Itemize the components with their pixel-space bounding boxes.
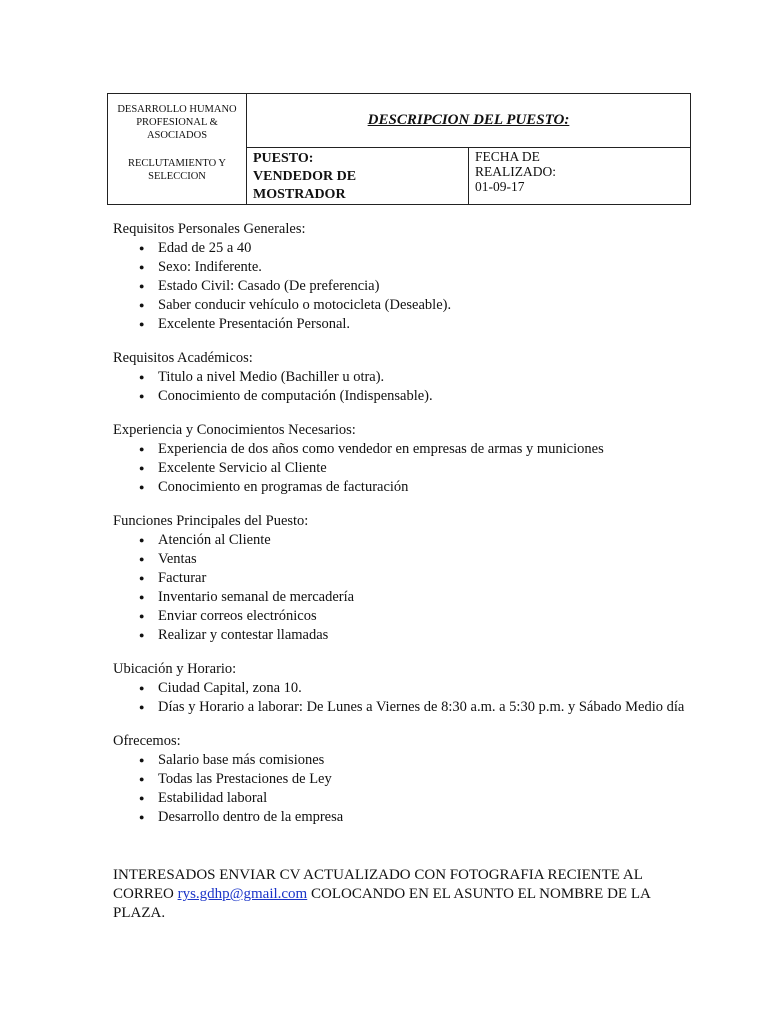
fecha-label: FECHA DE REALIZADO: [475, 149, 556, 179]
bullet-list [113, 751, 713, 827]
list-item [113, 588, 713, 607]
list-item-text: Edad de 25 a 40 [158, 240, 252, 256]
list-item [113, 679, 713, 698]
document-title: DESCRIPCION DEL PUESTO: [247, 94, 691, 148]
list-item-text: Ciudad Capital, zona 10. [158, 680, 302, 696]
bullet-icon: ● [139, 300, 145, 310]
bullet-icon: ● [139, 243, 145, 253]
list-item [113, 258, 713, 277]
list-item-text: Desarrollo dentro de la empresa [158, 809, 344, 825]
list-item [113, 459, 713, 478]
bullet-list [113, 440, 713, 497]
list-item-text: Saber conducir vehículo o motocicleta (Deseable). [158, 297, 452, 313]
puesto-label: PUESTO: [253, 151, 314, 166]
bullet-icon: ● [139, 611, 145, 621]
list-item-text: Salario base más comisiones [158, 752, 325, 768]
org-cell [108, 94, 247, 205]
list-item [113, 531, 713, 550]
section [113, 732, 713, 827]
bullet-icon: ● [139, 592, 145, 602]
bullet-list [113, 368, 713, 406]
bullet-icon: ● [139, 482, 145, 492]
bullet-icon: ● [139, 793, 145, 803]
list-item [113, 626, 713, 645]
section [113, 220, 713, 334]
list-item [113, 440, 713, 459]
list-item-text: Titulo a nivel Medio (Bachiller u otra). [158, 369, 385, 385]
section-title: Ubicación y Horario: [113, 661, 237, 677]
list-item [113, 277, 713, 296]
application-instructions [113, 866, 673, 923]
bullet-icon: ● [139, 630, 145, 640]
list-item-text: Inventario semanal de mercadería [158, 589, 355, 605]
footer-text-before: INTERESADOS ENVIAR CV ACTUALIZADO CON FOTOGRAFIA RECIENTE AL CORREO [113, 867, 643, 902]
bullet-icon: ● [139, 391, 145, 401]
puesto-cell [247, 148, 469, 205]
header-table [107, 93, 691, 205]
puesto-value: VENDEDOR DE MOSTRADOR [253, 169, 357, 202]
list-item-text: Sexo: Indiferente. [158, 259, 262, 275]
bullet-icon: ● [139, 755, 145, 765]
document-body [113, 220, 713, 842]
bullet-icon: ● [139, 281, 145, 291]
list-item-text: Todas las Prestaciones de Ley [158, 771, 332, 787]
list-item [113, 808, 713, 827]
list-item [113, 550, 713, 569]
list-item-text: Ventas [158, 551, 197, 567]
fecha-value: 01-09-17 [475, 179, 525, 194]
list-item-text: Días y Horario a laborar: De Lunes a Viernes de 8:30 a.m. a 5:30 p.m. y Sábado Medio día [158, 699, 685, 715]
section-title: Requisitos Académicos: [113, 350, 253, 366]
section-title: Ofrecemos: [113, 733, 181, 749]
list-item-text: Facturar [158, 570, 207, 586]
list-item [113, 368, 713, 387]
bullet-icon: ● [139, 702, 145, 712]
org-name: DESARROLLO HUMANO PROFESIONAL & ASOCIADOS [117, 104, 237, 141]
section-title: Requisitos Personales Generales: [113, 221, 306, 237]
list-item [113, 296, 713, 315]
list-item [113, 387, 713, 406]
section [113, 349, 713, 406]
list-item-text: Estado Civil: Casado (De preferencia) [158, 278, 380, 294]
bullet-list [113, 531, 713, 645]
email-link[interactable]: rys.gdhp@gmail.com [177, 886, 308, 902]
list-item [113, 607, 713, 626]
section [113, 512, 713, 645]
section [113, 421, 713, 497]
footer-text-after: COLOCANDO EN EL ASUNTO EL NOMBRE DE LA PLAZA. [113, 886, 651, 921]
list-item [113, 239, 713, 258]
bullet-list [113, 679, 713, 717]
list-item-text: Excelente Servicio al Cliente [158, 460, 327, 476]
bullet-icon: ● [139, 812, 145, 822]
fecha-cell [469, 148, 691, 205]
list-item [113, 569, 713, 588]
bullet-icon: ● [139, 372, 145, 382]
bullet-list [113, 239, 713, 334]
list-item-text: Conocimiento en programas de facturación [158, 479, 409, 495]
section-title: Funciones Principales del Puesto: [113, 513, 309, 529]
bullet-icon: ● [139, 573, 145, 583]
list-item [113, 478, 713, 497]
list-item [113, 770, 713, 789]
list-item [113, 315, 713, 334]
list-item [113, 751, 713, 770]
list-item-text: Atención al Cliente [158, 532, 271, 548]
list-item [113, 789, 713, 808]
list-item-text: Experiencia de dos años como vendedor en empresas de armas y municiones [158, 441, 604, 457]
list-item [113, 698, 713, 717]
bullet-icon: ● [139, 683, 145, 693]
list-item-text: Realizar y contestar llamadas [158, 627, 329, 643]
list-item-text: Enviar correos electrónicos [158, 608, 317, 624]
list-item-text: Conocimiento de computación (Indispensable). [158, 388, 433, 404]
list-item-text: Estabilidad laboral [158, 790, 268, 806]
bullet-icon: ● [139, 262, 145, 272]
bullet-icon: ● [139, 463, 145, 473]
bullet-icon: ● [139, 535, 145, 545]
section [113, 660, 713, 717]
list-item-text: Excelente Presentación Personal. [158, 316, 351, 332]
section-title: Experiencia y Conocimientos Necesarios: [113, 422, 356, 438]
bullet-icon: ● [139, 444, 145, 454]
bullet-icon: ● [139, 774, 145, 784]
bullet-icon: ● [139, 554, 145, 564]
org-department: RECLUTAMIENTO Y SELECCION [127, 158, 227, 182]
bullet-icon: ● [139, 319, 145, 329]
